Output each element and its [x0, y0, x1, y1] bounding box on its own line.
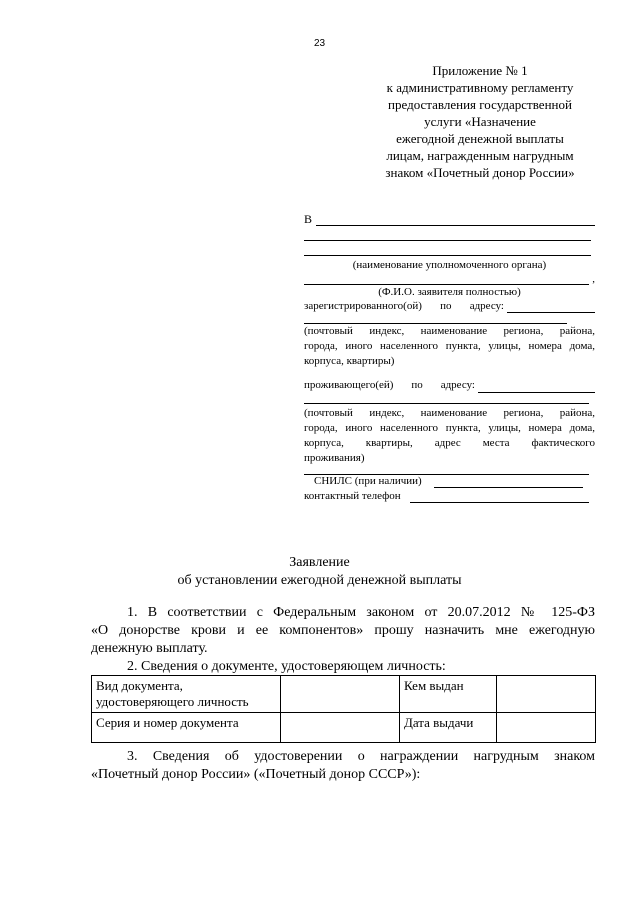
residence-address-line-2[interactable]: [304, 403, 589, 404]
paragraph-line: 2. Сведения о документе, удостоверяющем личность:: [127, 659, 446, 674]
paragraph-line: «Почетный донор России» («Почетный донор СССР»):: [91, 767, 421, 782]
authority-caption: (наименование уполномоченного органа): [352, 259, 547, 271]
appendix-header: [360, 62, 600, 181]
doc-type-label: Вид документа, удостоверяющего личность: [92, 676, 281, 713]
residence-caption-line: города, иного населенного пункта, улицы, номера дома,: [304, 422, 595, 434]
paragraph-line: денежную выплату.: [91, 641, 208, 656]
identity-document-table: [91, 675, 596, 743]
series-number-label: Серия и номер документа: [92, 713, 281, 743]
authority-line-2[interactable]: [304, 240, 591, 241]
residence-caption-line: проживания): [304, 452, 365, 464]
residence-caption-line: корпуса, квартиры, адрес места фактического: [304, 437, 595, 449]
snils-line[interactable]: [434, 487, 583, 488]
applicant-name-line[interactable]: [304, 284, 589, 285]
page-number: 23: [313, 38, 326, 49]
paragraph-2: [91, 658, 595, 676]
to-prefix: В: [304, 212, 313, 226]
paragraph-line: «О донорстве крови и ее компонентов» прошу назначить мне ежегодную: [91, 623, 595, 638]
phone-line[interactable]: [410, 502, 589, 503]
applicant-caption: (Ф.И.О. заявителя полностью): [378, 286, 521, 298]
registered-address-label: зарегистрированного(ой) по адресу:: [304, 300, 504, 312]
comma: ,: [592, 273, 595, 285]
statement-subtitle: об установлении ежегодной денежной выплаты: [177, 573, 462, 588]
appendix-line: предоставления государственной: [388, 97, 572, 112]
phone-label: контактный телефон: [304, 490, 401, 502]
appendix-line: знаком «Почетный донор России»: [385, 165, 575, 180]
issued-by-label: Кем выдан: [400, 676, 497, 713]
address-caption-line: (почтовый индекс, наименование региона, района,: [304, 325, 595, 337]
appendix-line: лицам, награжденным нагрудным: [386, 148, 574, 163]
residence-caption-line: (почтовый индекс, наименование региона, района,: [304, 407, 595, 419]
issued-by-value[interactable]: [497, 676, 596, 713]
statement-title: Заявление: [289, 555, 350, 570]
appendix-line: к административному регламенту: [386, 80, 574, 95]
doc-type-value[interactable]: [281, 676, 400, 713]
residence-address-line-1[interactable]: [478, 392, 595, 393]
registered-address-line-1[interactable]: [507, 312, 595, 313]
paragraph-3: [91, 748, 595, 784]
appendix-line: ежегодной денежной выплаты: [396, 131, 564, 146]
authority-line-1[interactable]: [316, 225, 595, 226]
paragraph-line: 3. Сведения об удостоверении о награждении нагрудным знаком: [127, 749, 595, 764]
issue-date-value[interactable]: [497, 713, 596, 743]
issue-date-label: Дата выдачи: [400, 713, 497, 743]
appendix-line: Приложение № 1: [432, 63, 528, 78]
address-caption-line: города, иного населенного пункта, улицы, номера дома,: [304, 340, 595, 352]
appendix-line: услуги «Назначение: [424, 114, 536, 129]
residence-address-label: проживающего(ей) по адресу:: [304, 379, 475, 391]
snils-label: СНИЛС (при наличии): [314, 475, 422, 487]
registered-address-line-2[interactable]: [304, 323, 567, 324]
authority-line-3[interactable]: [304, 255, 591, 256]
address-caption-line: корпуса, квартиры): [304, 355, 395, 367]
paragraph-line: 1. В соответствии с Федеральным законом от 20.07.2012 № 125-ФЗ: [127, 605, 595, 620]
series-number-value[interactable]: [281, 713, 400, 743]
applicant-form: [304, 212, 595, 512]
paragraph-1: [91, 604, 595, 658]
